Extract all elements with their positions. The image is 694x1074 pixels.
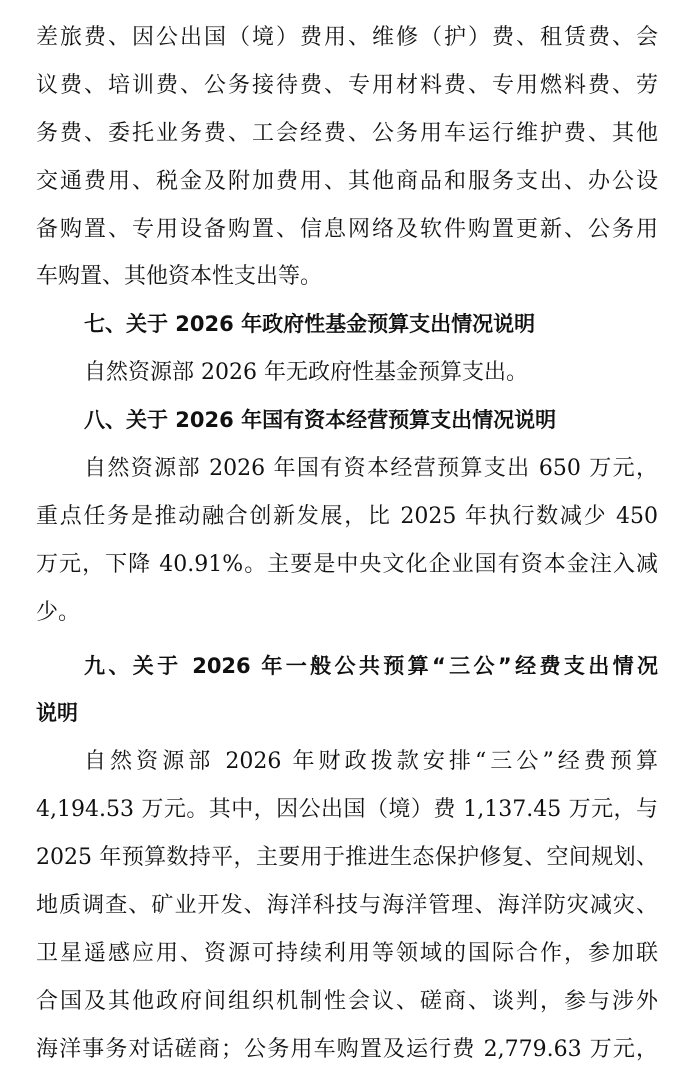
text-line: 备购置、专用设备购置、信息网络及软件购置更新、公务用: [36, 216, 658, 242]
text-line: 地质调查、矿业开发、海洋科技与海洋管理、海洋防灾减灾、: [36, 893, 658, 919]
text-line: 务费、委托业务费、工会经费、公务用车运行维护费、其他: [36, 120, 658, 146]
section-9: [36, 643, 658, 1074]
section-heading: 八、关于 2026 年国有资本经营预算支出情况说明: [84, 408, 557, 433]
text-line: 议费、培训费、公务接待费、专用材料费、专用燃料费、劳: [36, 72, 658, 98]
section-7: [36, 301, 658, 397]
text-line: 自然资源部 2026 年国有资本经营预算支出 650 万元，: [84, 456, 658, 482]
text-line: 海洋事务对话磋商；公务用车购置及运行费 2,779.63 万元，: [36, 1036, 658, 1062]
text-line: 卫星遥感应用、资源可持续利用等领域的国际合作，参加联: [36, 940, 658, 966]
text-line: 4,194.53 万元。其中，因公出国（境）费 1,137.45 万元，与: [36, 797, 658, 823]
paragraph-expense-items: [36, 14, 658, 301]
section-heading: 七、关于 2026 年政府性基金预算支出情况说明: [84, 312, 536, 337]
text-line: 少。: [36, 599, 81, 625]
text-line: 2025 年预算数持平，主要用于推进生态保护修复、空间规划、: [36, 845, 658, 871]
text-line: 万元，下降 40.91%。主要是中央文化企业国有资本金注入减: [36, 551, 658, 577]
text-line: 自然资源部 2026 年无政府性基金预算支出。: [84, 360, 528, 386]
text-line: 合国及其他政府间组织机制性会议、磋商、谈判，参与涉外: [36, 988, 658, 1014]
text-line: 重点任务是推动融合创新发展，比 2025 年执行数减少 450: [36, 503, 658, 529]
section-heading-continued: 说明: [36, 701, 78, 726]
text-line: 交通费用、税金及附加费用、其他商品和服务支出、办公设: [36, 168, 658, 194]
text-line: 差旅费、因公出国（境）费用、维修（护）费、租赁费、会: [36, 25, 658, 50]
section-heading: 九、关于 2026 年一般公共预算“三公”经费支出情况: [84, 653, 658, 678]
text-line: 车购置、其他资本性支出等。: [36, 264, 323, 290]
text-line: 自然资源部 2026 年财政拨款安排“三公”经费预算: [84, 749, 658, 775]
section-8: [36, 397, 658, 636]
